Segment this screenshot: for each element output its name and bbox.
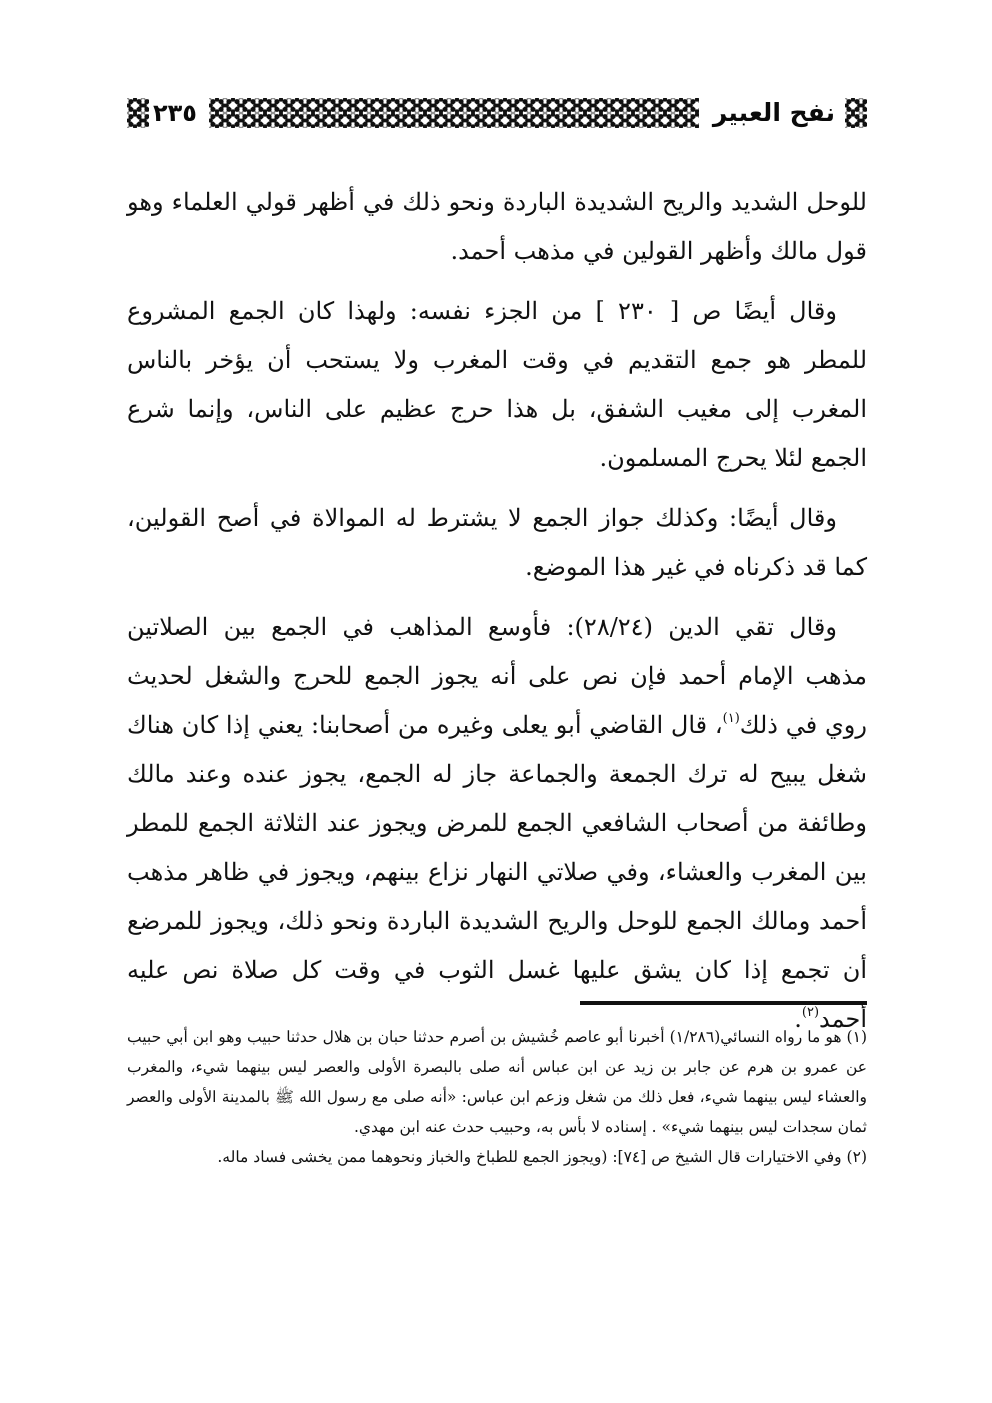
- paragraph-text: وقال تقي الدين (٢٨/٢٤): فأوسع المذاهب في الجمع بين الصلاتين مذهب الإمام أحمد فإن نص على أنه يجوز الجمع للحرج والشغل لحديث روي في ذلك: [127, 613, 867, 739]
- running-header: [127, 95, 867, 131]
- page-number: ٢٣٥: [153, 99, 197, 127]
- footnote: (٢) وفي الاختيارات قال الشيخ ص [٧٤]: (ويجوز الجمع للطباخ والخباز ونحوهما ممن يخشى فساد ماله.: [217, 1148, 867, 1166]
- book-page: [127, 0, 867, 1403]
- paragraph: للوحل الشديد والريح الشديدة الباردة ونحو ذلك في أظهر قولي العلماء وهو قول مالك وأظهر القولين في مذهب أحمد.: [127, 188, 867, 265]
- footnote-reference[interactable]: (٢): [801, 1005, 820, 1020]
- paragraph-text: ، قال القاضي أبو يعلى وغيره من أصحابنا: يعني إذا كان هناك شغل يبيح له ترك الجمعة والجماعة جاز له الجمع، يجوز عنده وعند مالك وطائفة من أصحاب الشافعي الجمع للمرض ويجوز عند الثلاثة الجمع للمطر بين المغرب والعشاء، وفي صلاتي النهار نزاع بينهم، ويجوز في ظاهر مذهب أحمد ومالك الجمع للوحل والريح الشديدة الباردة ونحو ذلك، ويجوز للمرضع أن تجمع إذا كان يشق عليها غسل الثوب في وقت كل صلاة نص عليه أحمد: [127, 711, 867, 1033]
- footnotes: [127, 1022, 867, 1172]
- footnote-reference[interactable]: (١): [722, 711, 740, 726]
- footnote: (١) هو ما رواه النسائي(١/٢٨٦) أخبرنا أبو عاصم خُشيش بن أصرم حدثنا حبان بن هلال حدثنا حبيب وهو ابن أبي حبيب عن عمرو بن هرم عن جابر بن زيد عن ابن عباس أنه صلى بالبصرة الأولى والعصر ليس بينهما شيء، والمغرب والعشاء ليس بينهما شيء، فعل ذلك من شغل وزعم ابن عباس: «أنه صلى مع رسول الله ﷺ بالمدينة الأولى والعصر ثمان سجدات ليس بينهما شيء» . إسناده لا بأس به، وحبيب حدث عنه ابن مهدي.: [127, 1028, 867, 1136]
- paragraph: وقال أيضًا: وكذلك جواز الجمع لا يشترط له الموالاة في أصح القولين، كما قد ذكرناه في غير هذا الموضع.: [127, 504, 867, 581]
- footnote-separator: [580, 1001, 867, 1005]
- ornament-tile-icon: [845, 98, 867, 128]
- ornament-tile-icon: [127, 98, 149, 128]
- paragraph-text: .: [794, 1005, 802, 1033]
- paragraph: [127, 603, 867, 1044]
- main-text: [127, 178, 867, 1055]
- ornament-band-icon: [209, 98, 699, 128]
- paragraph: وقال أيضًا ص [ ٢٣٠ ] من الجزء نفسه: ولهذا كان الجمع المشروع للمطر هو جمع التقديم في وقت المغرب ولا يستحب أن يؤخر بالناس المغرب إلى مغيب الشفق، بل هذا حرج عظيم على الناس، وإنما شرع الجمع لئلا يحرج المسلمون.: [127, 297, 867, 472]
- book-title: نفح العبير: [712, 98, 835, 127]
